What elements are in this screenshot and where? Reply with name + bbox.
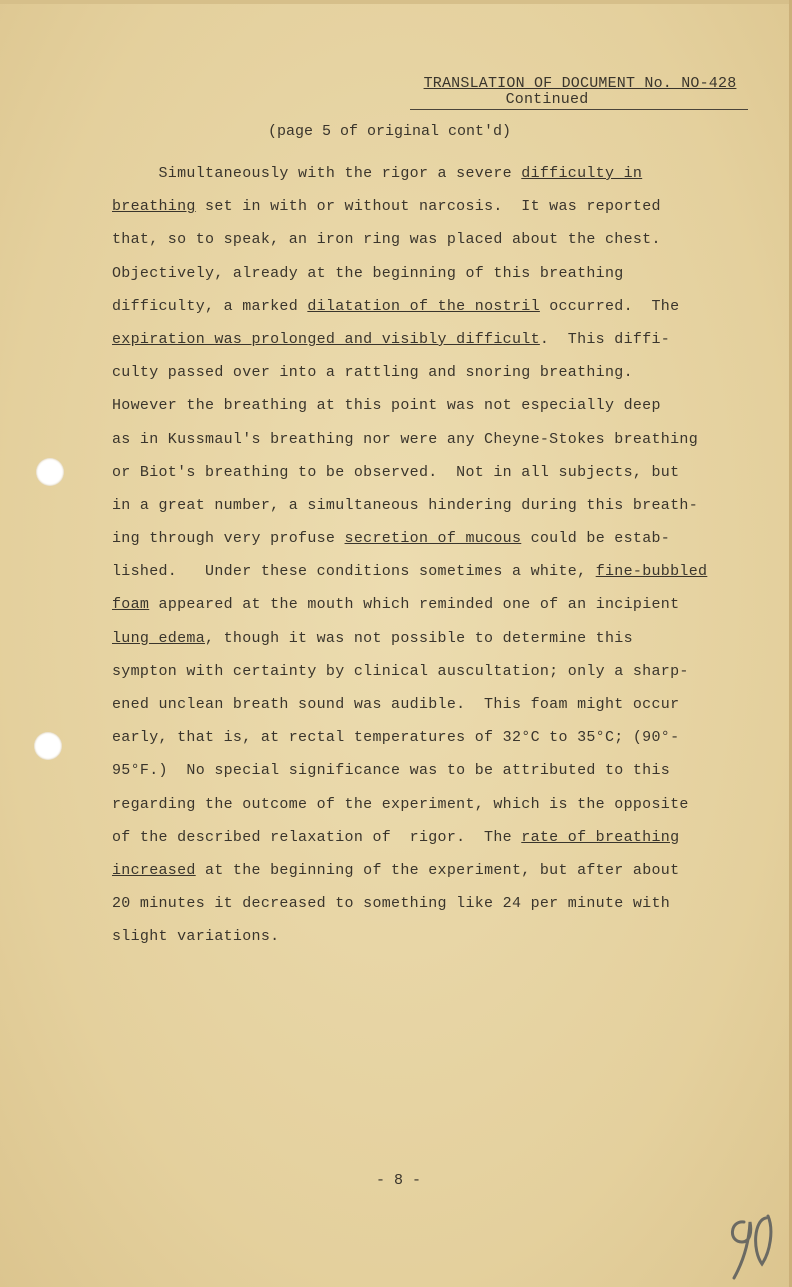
text-segment: appeared at the mouth which reminded one of an incipient: [149, 596, 680, 614]
underlined-phrase: fine-bubbled: [595, 563, 708, 581]
text-line: [112, 290, 772, 323]
page-top-edge: [0, 0, 792, 4]
text-line: [112, 655, 772, 688]
header-continued: Continued: [505, 91, 589, 108]
text-line: [112, 887, 772, 920]
underlined-phrase: lung edema: [112, 629, 206, 647]
text-segment: 95°F.) No special significance was to be attributed to this: [112, 762, 671, 780]
text-segment: early, that is, at rectal temperatures of 32°C to 35°C; (90°-: [112, 729, 680, 747]
text-line: [112, 323, 772, 356]
text-segment: set in with or without narcosis. It was reported: [195, 198, 661, 216]
text-segment: of the described relaxation of rigor. The: [112, 828, 522, 846]
text-line: [112, 754, 772, 787]
text-segment: Simultaneously with the rigor a severe: [112, 165, 522, 182]
text-line: [112, 157, 772, 190]
text-segment: that, so to speak, an iron ring was placed about the chest.: [112, 231, 661, 249]
text-line: [112, 223, 772, 256]
text-line: [112, 588, 772, 621]
text-segment: , though it was not possible to determine this: [205, 629, 633, 647]
text-segment: lished. Under these conditions sometimes a white,: [112, 563, 596, 581]
underlined-phrase: expiration was prolonged and visibly difficult: [112, 330, 540, 348]
underlined-phrase: dilatation of the nostril: [307, 297, 540, 315]
text-line: [112, 389, 772, 422]
underlined-phrase: rate of breathing: [521, 828, 680, 846]
header-title: TRANSLATION OF DOCUMENT No. NO-428: [423, 75, 737, 92]
text-line: [112, 423, 772, 456]
text-segment: 20 minutes it decreased to something like 24 per minute with: [112, 895, 671, 913]
text-line: [112, 522, 772, 555]
underlined-phrase: difficulty in: [521, 165, 643, 182]
text-segment: Objectively, already at the beginning of this breathing: [112, 264, 624, 282]
document-header: [410, 76, 750, 110]
text-line: [112, 489, 772, 522]
header-rule: [410, 109, 748, 110]
text-segment: . This diffi-: [539, 330, 671, 348]
underlined-phrase: increased: [112, 861, 196, 879]
text-segment: ing through very profuse: [112, 530, 345, 548]
text-line: [112, 854, 772, 887]
binder-hole-lower: [34, 732, 62, 760]
text-line: [112, 456, 772, 489]
text-line: [112, 821, 772, 854]
underlined-phrase: foam: [112, 596, 150, 614]
page-number: - 8 -: [376, 1172, 422, 1189]
text-segment: However the breathing at this point was not especially deep: [112, 397, 661, 415]
text-segment: difficulty, a marked: [112, 297, 308, 315]
text-segment: as in Kussmaul's breathing nor were any Cheyne-Stokes breathing: [112, 430, 698, 448]
underlined-phrase: secretion of mucous: [344, 530, 522, 548]
page-subheading: (page 5 of original cont'd): [268, 123, 512, 140]
text-segment: ened unclean breath sound was audible. This foam might occur: [112, 696, 680, 713]
binder-hole-upper: [36, 458, 64, 486]
text-line: [112, 622, 772, 655]
text-line: [112, 920, 772, 953]
text-segment: in a great number, a simultaneous hindering during this breath-: [112, 496, 698, 514]
text-segment: at the beginning of the experiment, but after about: [195, 861, 680, 879]
text-segment: could be estab-: [521, 530, 671, 548]
text-line: [112, 721, 772, 754]
text-segment: slight variations.: [112, 928, 280, 946]
text-line: [112, 555, 772, 588]
text-line: [112, 257, 772, 290]
text-segment: sympton with certainty by clinical auscultation; only a sharp-: [112, 662, 689, 680]
text-line: [112, 788, 772, 821]
handwritten-page-mark: [722, 1208, 782, 1283]
text-segment: culty passed over into a rattling and snoring breathing.: [112, 364, 633, 382]
text-segment: occurred. The: [539, 297, 680, 315]
text-segment: or Biot's breathing to be observed. Not in all subjects, but: [112, 463, 680, 481]
text-line: [112, 356, 772, 389]
text-line: [112, 688, 772, 721]
text-segment: regarding the outcome of the experiment, which is the opposite: [112, 795, 689, 813]
underlined-phrase: breathing: [112, 198, 196, 216]
text-line: [112, 190, 772, 223]
body-text: [112, 157, 772, 954]
